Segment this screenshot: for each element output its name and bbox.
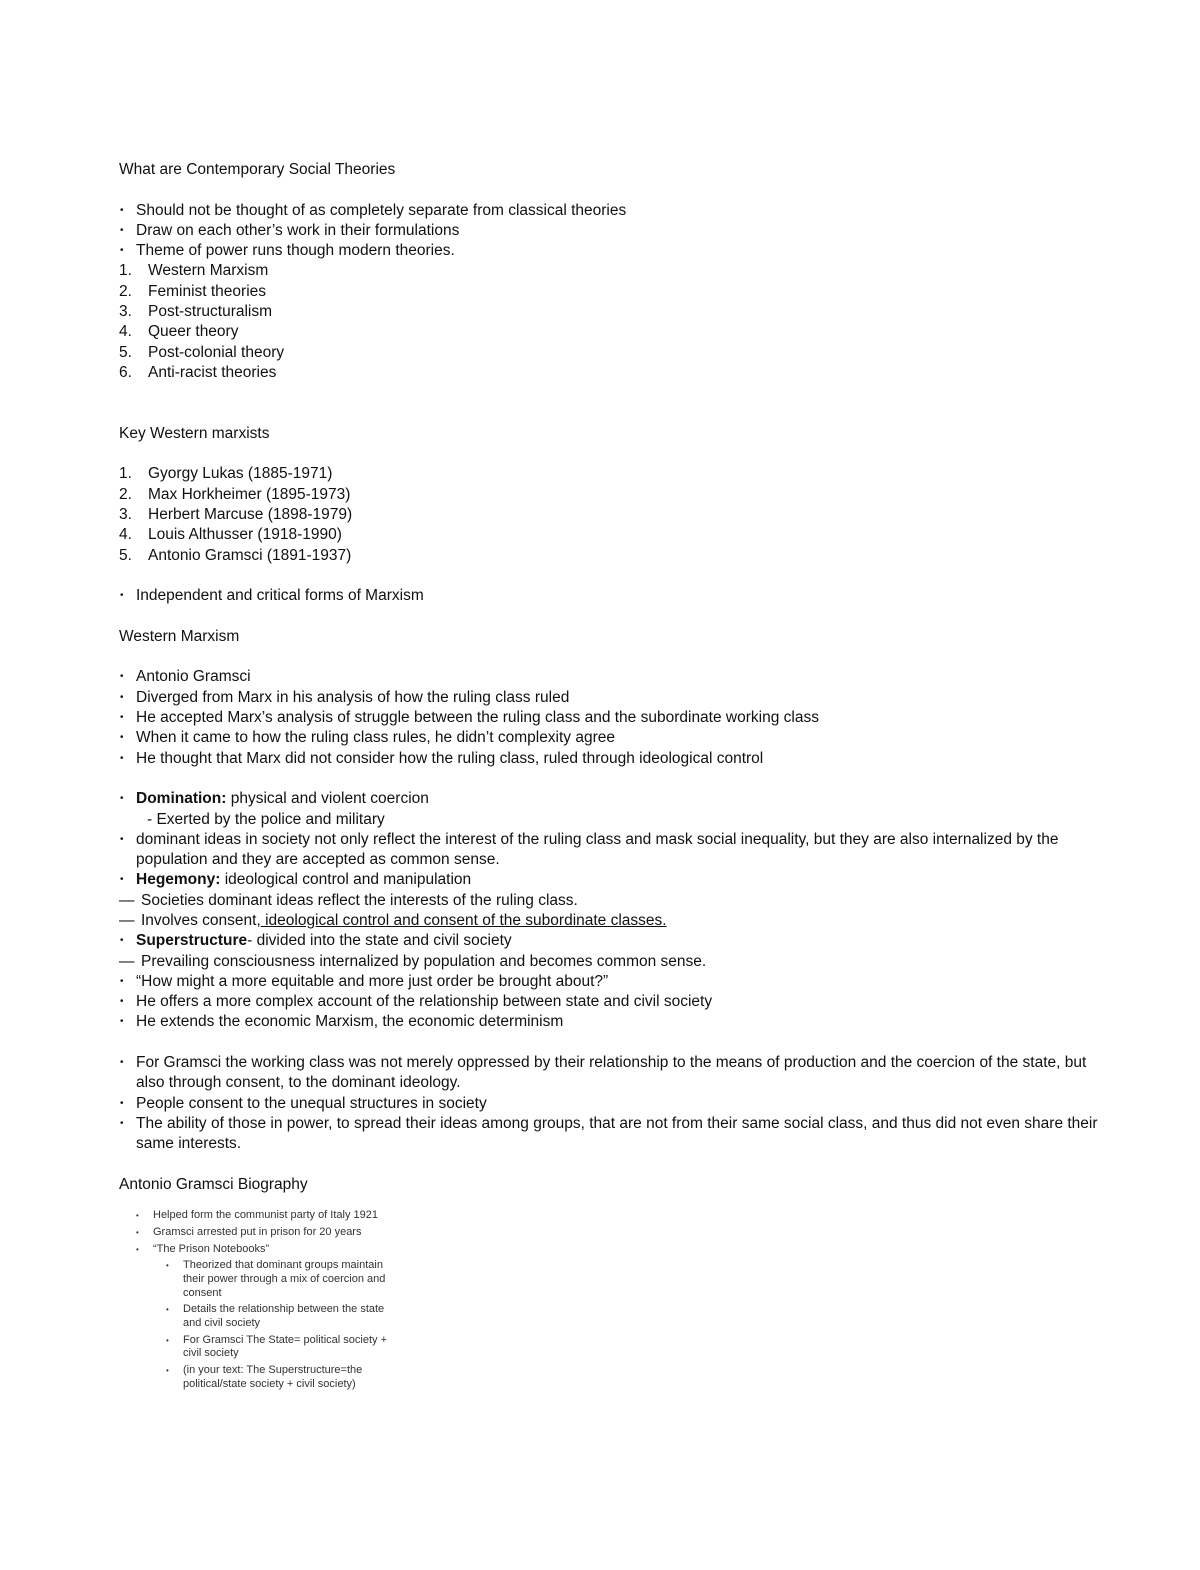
term-domination: Domination: xyxy=(136,790,227,808)
numbered-item: 4. Queer theory xyxy=(119,323,239,341)
bullet-icon: • xyxy=(120,1097,124,1109)
bullet-icon: • xyxy=(120,590,124,602)
list-item: • dominant ideas in society not only reflect the interest of the ruling class and mask social inequality, but they are also internalized by the population and they are accepted as common sense. xyxy=(120,830,1059,869)
bullet-icon: • xyxy=(136,1244,139,1254)
numbered-item: 5. Antonio Gramsci (1891-1937) xyxy=(119,546,352,564)
bio-subitem: • (in your text: The Superstructure=the political/state society + civil society) xyxy=(166,1364,363,1390)
bullet-icon: • xyxy=(120,1057,124,1069)
bullet-icon: • xyxy=(120,691,124,703)
bio-subitem: • For Gramsci The State= political society + civil society xyxy=(166,1333,387,1360)
bullet-icon: • xyxy=(120,1117,124,1129)
list-item-superstructure: • Superstructure- divided into the state and civil society xyxy=(119,931,1109,951)
list-item: • Independent and critical forms of Marxism xyxy=(119,586,1109,606)
bullet-icon: • xyxy=(120,245,124,257)
list-item-hegemony: • Hegemony: ideological control and manipulation xyxy=(119,870,1109,890)
bullet-icon: • xyxy=(120,671,124,683)
bio-subitem: • Theorized that dominant groups maintain their power through a mix of coercion and consent xyxy=(166,1259,386,1299)
bullet-icon: • xyxy=(120,935,124,947)
list-item: • Antonio Gramsci xyxy=(119,667,1109,687)
heading-gramsci-biography: Antonio Gramsci Biography xyxy=(119,1175,308,1193)
bullet-icon: • xyxy=(166,1305,169,1315)
numbered-item: 1. Western Marxism xyxy=(119,262,269,280)
bullet-icon: • xyxy=(120,224,124,236)
bullet-icon: • xyxy=(120,996,124,1008)
bullet-icon: • xyxy=(136,1227,139,1237)
list-item: • When it came to how the ruling class rules, he didn’t complexity agree xyxy=(119,728,1109,748)
bullet-icon: • xyxy=(120,712,124,724)
list-item: • He accepted Marx’s analysis of struggle between the ruling class and the subordinate working class xyxy=(119,708,1109,728)
list-item: • Should not be thought of as completely separate from classical theories xyxy=(119,201,1109,221)
bio-item: • Helped form the communist party of Italy 1921 xyxy=(136,1209,378,1221)
biography-list xyxy=(135,1209,435,1394)
bullet-icon: • xyxy=(120,752,124,764)
dash-glyph: — xyxy=(119,911,135,929)
bullet-icon: • xyxy=(120,1016,124,1028)
bullet-icon: • xyxy=(120,793,124,805)
numbered-item: 3. Herbert Marcuse (1898-1979) xyxy=(119,506,353,524)
dash-item: — Prevailing consciousness internalized by population and becomes common sense. xyxy=(119,952,1109,972)
numbered-item: 2. Feminist theories xyxy=(119,282,267,300)
bio-item: • Gramsci arrested put in prison for 20 years xyxy=(136,1225,362,1238)
dash-item: — Societies dominant ideas reflect the interests of the ruling class. xyxy=(119,891,1109,911)
bullet-icon: • xyxy=(136,1211,139,1220)
list-item: • He thought that Marx did not consider how the ruling class, ruled through ideological control xyxy=(119,749,1109,769)
numbered-item: 1. Gyorgy Lukas (1885-1971) xyxy=(119,465,333,483)
bullet-icon: • xyxy=(120,975,124,987)
term-hegemony: Hegemony: xyxy=(136,871,221,889)
dash-glyph: — xyxy=(119,891,135,909)
numbered-item: 2. Max Horkheimer (1895-1973) xyxy=(119,485,351,503)
list-item: • Theme of power runs though modern theories. xyxy=(119,241,1109,261)
heading-contemporary-social-theories: What are Contemporary Social Theories xyxy=(119,161,396,178)
list-item: • “How might a more equitable and more just order be brought about?” xyxy=(119,972,1109,992)
bio-subitem: • Details the relationship between the state and civil society xyxy=(166,1303,385,1329)
bullet-icon: • xyxy=(120,833,124,845)
bullet-icon: • xyxy=(166,1261,169,1271)
underlined-text: ideological control and consent of the subordinate classes. xyxy=(260,911,667,929)
heading-key-western-marxists: Key Western marxists xyxy=(119,424,270,442)
numbered-item: 4. Louis Althusser (1918-1990) xyxy=(119,526,342,544)
dash-glyph: — xyxy=(119,952,135,970)
list-item: • For Gramsci the working class was not merely oppressed by their relationship to the means of production and the coercion of the state, but also through consent, to the dominant ideology. xyxy=(120,1054,1087,1092)
bullet-icon: • xyxy=(166,1335,169,1345)
list-item: • He extends the economic Marxism, the economic determinism xyxy=(119,1012,1109,1032)
sub-item: - Exerted by the police and military xyxy=(147,810,385,828)
list-item-domination: • Domination: physical and violent coercion xyxy=(119,789,1109,809)
dash-item: — Involves consent, ideological control and consent of the subordinate classes. xyxy=(119,911,1109,931)
bullet-icon: • xyxy=(120,732,124,744)
numbered-item: 3. Post-structuralism xyxy=(119,303,273,321)
heading-western-marxism: Western Marxism xyxy=(119,627,240,645)
bullet-icon: • xyxy=(120,204,124,216)
list-item: • The ability of those in power, to spread their ideas among groups, that are not from their same social class, and thus did not even share their same interests. xyxy=(120,1114,1098,1153)
document-body xyxy=(119,160,1109,1195)
list-item: • People consent to the unequal structures in society xyxy=(119,1094,1109,1114)
bio-item: • “The Prison Notebooks” xyxy=(136,1242,270,1255)
bullet-icon: • xyxy=(120,874,124,886)
bullet-icon: • xyxy=(166,1366,169,1376)
list-item: • He offers a more complex account of the relationship between state and civil society xyxy=(119,992,1109,1012)
list-item: • Draw on each other’s work in their formulations xyxy=(119,221,1109,241)
term-superstructure: Superstructure xyxy=(136,932,248,950)
numbered-item: 5. Post-colonial theory xyxy=(119,343,285,361)
numbered-item: 6. Anti-racist theories xyxy=(119,363,277,381)
list-item: • Diverged from Marx in his analysis of how the ruling class ruled xyxy=(119,688,1109,708)
bio-sublist xyxy=(135,1259,435,1391)
